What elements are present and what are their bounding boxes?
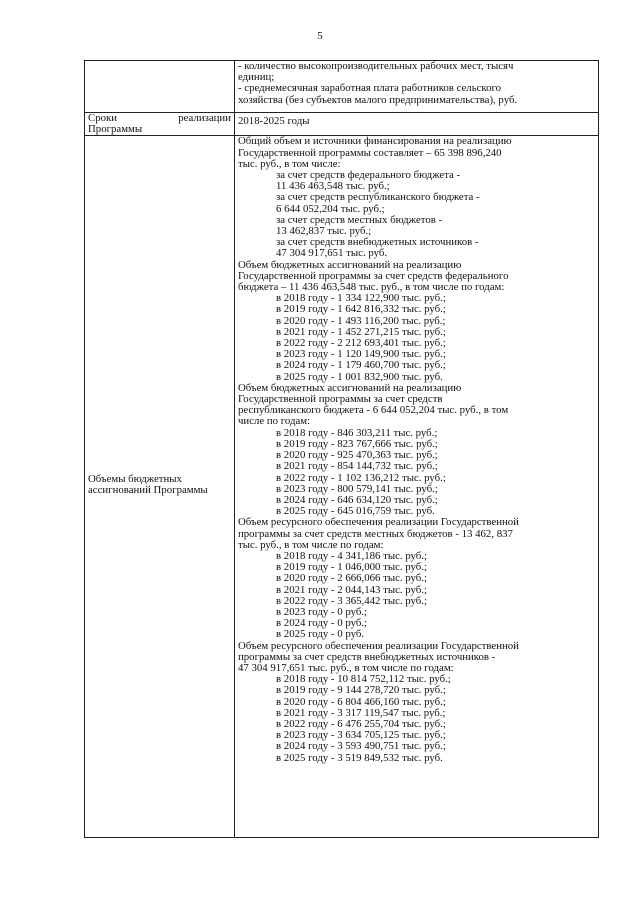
indicator-line: единиц; xyxy=(238,71,275,84)
local-header-line: Объем ресурсного обеспечения реализации Государственной xyxy=(238,516,519,529)
federal-year-item: в 2025 году - 1 001 832,900 тыс. руб. xyxy=(276,370,443,383)
extra-header-line: 47 304 917,651 тыс. руб., в том числе по годам: xyxy=(238,661,454,674)
federal-year-item: в 2018 году - 1 334 122,900 тыс. руб.; xyxy=(276,292,446,305)
republic-header-line: республиканского бюджета - 6 644 052,204 тыс. руб., в том xyxy=(238,404,509,417)
local-year-item: в 2022 году - 3 365,442 тыс. руб.; xyxy=(276,594,427,607)
terms-label-cell xyxy=(85,113,235,136)
page-number: 5 xyxy=(317,30,323,42)
funding-label-line: ассигнований Программы xyxy=(88,483,208,496)
funding-sources xyxy=(238,170,595,260)
federal-year-item: в 2021 году - 1 452 271,215 тыс. руб.; xyxy=(276,325,446,338)
federal-header-line: Объем бюджетных ассигнований на реализацию xyxy=(238,258,462,271)
extra-year-item: в 2024 году - 3 593 490,751 тыс. руб.; xyxy=(276,740,446,753)
federal-year-item: в 2022 году - 2 212 693,401 тыс. руб.; xyxy=(276,337,446,350)
funding-label-line: Объемы бюджетных xyxy=(88,472,182,485)
republic-year-item: в 2022 году - 1 102 136,212 тыс. руб.; xyxy=(276,471,446,484)
funding-source-line: за счет средств федерального бюджета - xyxy=(276,169,461,182)
funding-source-line: за счет средств внебюджетных источников - xyxy=(276,236,479,249)
funding-intro-line: Государственной программы составляет – 65 398 896,240 xyxy=(238,146,502,159)
republic-header xyxy=(238,383,595,428)
indicators-label-cell xyxy=(85,61,235,113)
funding-source-line: 47 304 917,651 тыс. руб. xyxy=(276,247,388,260)
federal-year-item: в 2019 году - 1 642 816,332 тыс. руб.; xyxy=(276,303,446,316)
local-header xyxy=(238,517,595,551)
funding-label-cell xyxy=(85,136,235,838)
terms-label-word: Сроки xyxy=(88,112,118,124)
republic-header-line: числе по годам: xyxy=(238,415,311,428)
local-year-item: в 2024 году - 0 руб.; xyxy=(276,617,368,630)
terms-value-cell xyxy=(235,113,599,136)
republic-year-item: в 2020 году - 925 470,363 тыс. руб.; xyxy=(276,449,438,462)
terms-row xyxy=(85,113,599,136)
funding-source-line: 11 436 463,548 тыс. руб.; xyxy=(276,180,390,193)
indicators-value-cell xyxy=(235,61,599,113)
extra-header-line: Объем ресурсного обеспечения реализации Государственной xyxy=(238,639,519,652)
republic-years-list xyxy=(238,428,595,518)
republic-year-item: в 2019 году - 823 767,666 тыс. руб.; xyxy=(276,437,438,450)
program-passport-table xyxy=(84,60,599,838)
federal-years-list xyxy=(238,293,595,383)
terms-value: 2018-2025 годы xyxy=(238,115,310,127)
funding-intro-line: тыс. руб., в том числе: xyxy=(238,157,341,170)
funding-source-line: за счет средств местных бюджетов - xyxy=(276,213,443,226)
local-header-line: программы за счет средств местных бюджетов - 13 462, 837 xyxy=(238,527,513,540)
local-year-item: в 2018 году - 4 341,186 тыс. руб.; xyxy=(276,549,427,562)
republic-year-item: в 2023 году - 800 579,141 тыс. руб.; xyxy=(276,482,438,495)
extra-year-item: в 2022 году - 6 476 255,704 тыс. руб.; xyxy=(276,717,446,730)
local-year-item: в 2025 году - 0 руб. xyxy=(276,628,365,641)
indicators-row xyxy=(85,61,599,113)
funding-intro-line: Общий объем и источники финансирования на реализацию xyxy=(238,135,512,148)
federal-year-item: в 2020 году - 1 493 116,200 тыс. руб.; xyxy=(276,314,446,327)
federal-header-line: бюджета – 11 436 463,548 тыс. руб., в том числе по годам: xyxy=(238,281,505,294)
indicator-line: - количество высокопроизводительных рабочих мест, тысяч xyxy=(238,60,514,72)
republic-year-item: в 2025 году - 645 016,759 тыс. руб. xyxy=(276,505,435,518)
funding-source-line: 6 644 052,204 тыс. руб.; xyxy=(276,202,385,215)
extra-header xyxy=(238,641,595,675)
republic-year-item: в 2024 году - 646 634,120 тыс. руб.; xyxy=(276,493,438,506)
local-year-item: в 2019 году - 1 046,000 тыс. руб.; xyxy=(276,561,427,574)
federal-year-item: в 2024 году - 1 179 460,700 тыс. руб.; xyxy=(276,359,446,372)
terms-label-line: Программы xyxy=(88,123,143,136)
extra-year-item: в 2020 году - 6 804 466,160 тыс. руб.; xyxy=(276,695,446,708)
federal-year-item: в 2023 году - 1 120 149,900 тыс. руб.; xyxy=(276,348,446,361)
extra-year-item: в 2023 году - 3 634 705,125 тыс. руб.; xyxy=(276,729,446,742)
republic-year-item: в 2021 году - 854 144,732 тыс. руб.; xyxy=(276,460,438,473)
extra-year-item: в 2025 году - 3 519 849,532 тыс. руб. xyxy=(276,751,443,764)
extra-header-line: программы за счет средств внебюджетных источников - xyxy=(238,650,496,663)
funding-source-line: 13 462,837 тыс. руб.; xyxy=(276,225,372,238)
republic-header-line: Государственной программы за счет средств xyxy=(238,393,443,406)
federal-header xyxy=(238,260,595,294)
funding-value-cell xyxy=(235,136,599,838)
funding-intro xyxy=(238,136,595,170)
extra-year-item: в 2018 году - 10 814 752,112 тыс. руб.; xyxy=(276,673,451,686)
local-header-line: тыс. руб., в том числе по годам: xyxy=(238,538,384,551)
local-year-item: в 2020 году - 2 666,066 тыс. руб.; xyxy=(276,572,427,585)
local-year-item: в 2021 году - 2 044,143 тыс. руб.; xyxy=(276,583,427,596)
extra-years-list xyxy=(238,674,595,764)
indicator-line: - среднемесячная заработная плата работников сельского xyxy=(238,82,502,95)
extra-year-item: в 2019 году - 9 144 278,720 тыс. руб.; xyxy=(276,684,446,697)
indicator-line: хозяйства (без субъектов малого предпринимательства), руб. xyxy=(238,93,518,106)
funding-source-line: за счет средств республиканского бюджета - xyxy=(276,191,480,204)
extra-year-item: в 2021 году - 3 317 119,547 тыс. руб.; xyxy=(276,706,446,719)
local-year-item: в 2023 году - 0 руб.; xyxy=(276,605,368,618)
federal-header-line: Государственной программы за счет средств федерального xyxy=(238,269,509,282)
local-years-list xyxy=(238,551,595,641)
republic-header-line: Объем бюджетных ассигнований на реализацию xyxy=(238,381,462,394)
terms-label-word: реализации xyxy=(178,112,231,124)
funding-row xyxy=(85,136,599,838)
republic-year-item: в 2018 году - 846 303,211 тыс. руб.; xyxy=(276,426,438,439)
